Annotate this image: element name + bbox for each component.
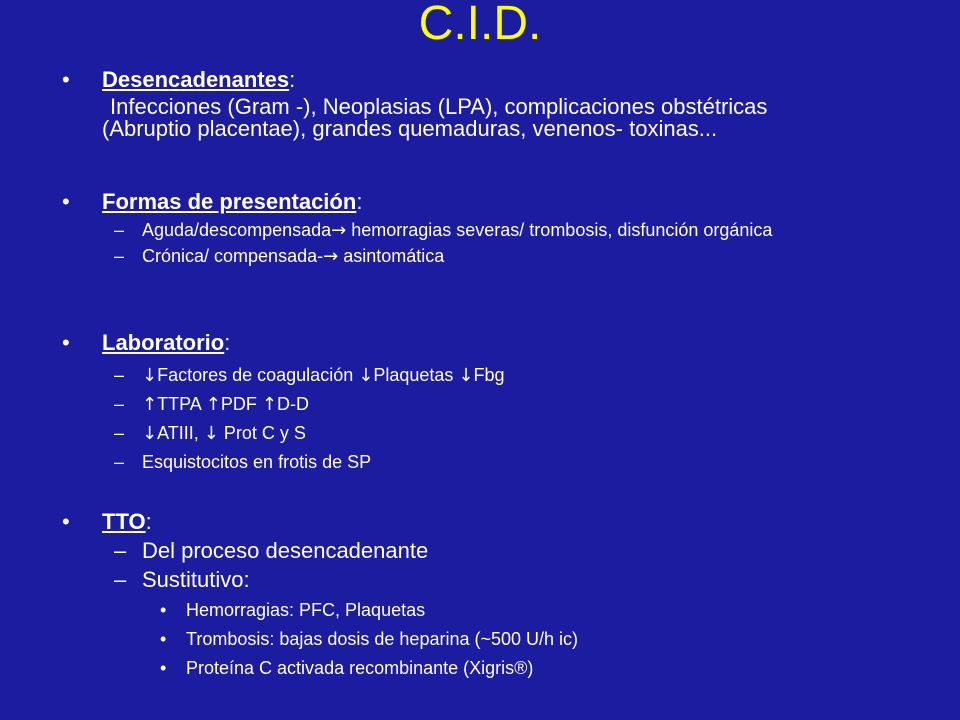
bullet-marker: • (160, 658, 167, 678)
bullet-formas (62, 189, 922, 215)
desencadenantes-line1: Infecciones (Gram -), Neoplasias (LPA), complicaciones obstétricas (110, 94, 768, 119)
tto-item-sustitutivo (62, 567, 922, 593)
lab-plaquetas: Plaquetas (373, 365, 459, 385)
heading-laboratorio: Laboratorio (102, 330, 225, 355)
aguda-label: Aguda/descompensada (142, 220, 332, 240)
lab-pdf: PDF (220, 394, 262, 414)
heading-desencadenantes: Desencadenantes (102, 67, 290, 92)
lab-row-factores (62, 365, 922, 386)
dash-marker: – (114, 567, 127, 592)
dash-marker: – (114, 365, 125, 385)
bullet-marker: • (62, 509, 70, 534)
heading-formas: Formas de presentación (102, 189, 357, 214)
dash-marker: – (114, 394, 125, 414)
section-formas (62, 189, 922, 267)
heading-line (102, 189, 362, 215)
formas-item-aguda (62, 220, 922, 241)
tto-proteina-c: Proteína C activada recombinante (Xigris®) (186, 658, 534, 678)
tto-sub-hemorragias (62, 600, 922, 620)
arrow-down-icon: ↓ (203, 423, 219, 444)
arrow-down-icon: ↓ (358, 365, 374, 386)
arrow-up-icon: ↑ (142, 394, 158, 415)
arrow-up-icon: ↑ (261, 394, 277, 415)
section-tto (62, 509, 922, 678)
dash-marker: – (114, 423, 125, 443)
bullet-marker: • (62, 189, 70, 214)
bullet-marker: • (160, 600, 167, 620)
dash-marker: – (114, 538, 127, 563)
lab-row-atiii-text (142, 423, 922, 444)
section-laboratorio (62, 330, 922, 472)
arrow-down-icon: ↓ (458, 365, 474, 386)
formas-item-cronica (62, 246, 922, 267)
heading-line (102, 509, 152, 535)
tto-sub-trombosis (62, 629, 922, 649)
tto-desencadenante: Del proceso desencadenante (142, 538, 429, 563)
tto-item-desencadenante (62, 538, 922, 564)
lab-row-esquistocitos (62, 452, 922, 472)
arrow-down-icon: ↓ (142, 423, 158, 444)
dash-marker: – (114, 220, 125, 240)
lab-prot-c-s: Prot C y S (218, 423, 306, 443)
tto-hemorragias: Hemorragias: PFC, Plaquetas (186, 600, 426, 620)
bullet-tto (62, 509, 922, 535)
lab-row-ttpa (62, 394, 922, 415)
lab-dd: D-D (276, 394, 309, 414)
cronica-detail: asintomática (338, 246, 445, 266)
lab-row-atiii (62, 423, 922, 444)
lab-fbg: Fbg (473, 365, 505, 385)
formas-item-cronica-text (142, 246, 922, 267)
lab-factores: Factores de coagulación (157, 365, 359, 385)
heading-colon: : (356, 189, 363, 214)
lab-ttpa: TTPA (157, 394, 206, 414)
bullet-marker: • (62, 67, 70, 92)
arrow-right-icon: → (323, 246, 339, 267)
lab-atiii: ATIII, (157, 423, 204, 443)
tto-trombosis: Trombosis: bajas dosis de heparina (~500 U/h ic) (186, 629, 579, 649)
arrow-right-icon: → (331, 220, 347, 241)
cronica-label: Crónica/ compensada- (142, 246, 324, 266)
arrow-up-icon: ↑ (205, 394, 221, 415)
heading-colon: : (145, 509, 152, 534)
formas-item-aguda-text (142, 220, 922, 241)
bullet-laboratorio (62, 330, 922, 356)
heading-colon: : (224, 330, 231, 355)
lab-esquistocitos: Esquistocitos en frotis de SP (142, 452, 372, 472)
tto-sub-proteina-c (62, 658, 922, 678)
aguda-detail: hemorragias severas/ trombosis, disfunción orgánica (346, 220, 773, 240)
tto-sustitutivo: Sustitutivo: (142, 567, 250, 592)
desencadenantes-line2: (Abruptio placentae), grandes quemaduras, venenos- toxinas... (102, 116, 718, 141)
dash-marker: – (114, 246, 125, 266)
heading-colon: : (289, 67, 296, 92)
heading-line (102, 330, 230, 356)
lab-row-ttpa-text (142, 394, 922, 415)
bullet-marker: • (160, 629, 167, 649)
dash-marker: – (114, 452, 125, 472)
lab-row-factores-text (142, 365, 922, 386)
bullet-desencadenantes (62, 67, 922, 93)
bullet-marker: • (62, 330, 70, 355)
heading-tto: TTO (102, 509, 146, 534)
section-desencadenantes (62, 67, 922, 140)
heading-line (102, 67, 295, 93)
arrow-down-icon: ↓ (142, 365, 158, 386)
slide-title: C.I.D. (418, 0, 542, 50)
